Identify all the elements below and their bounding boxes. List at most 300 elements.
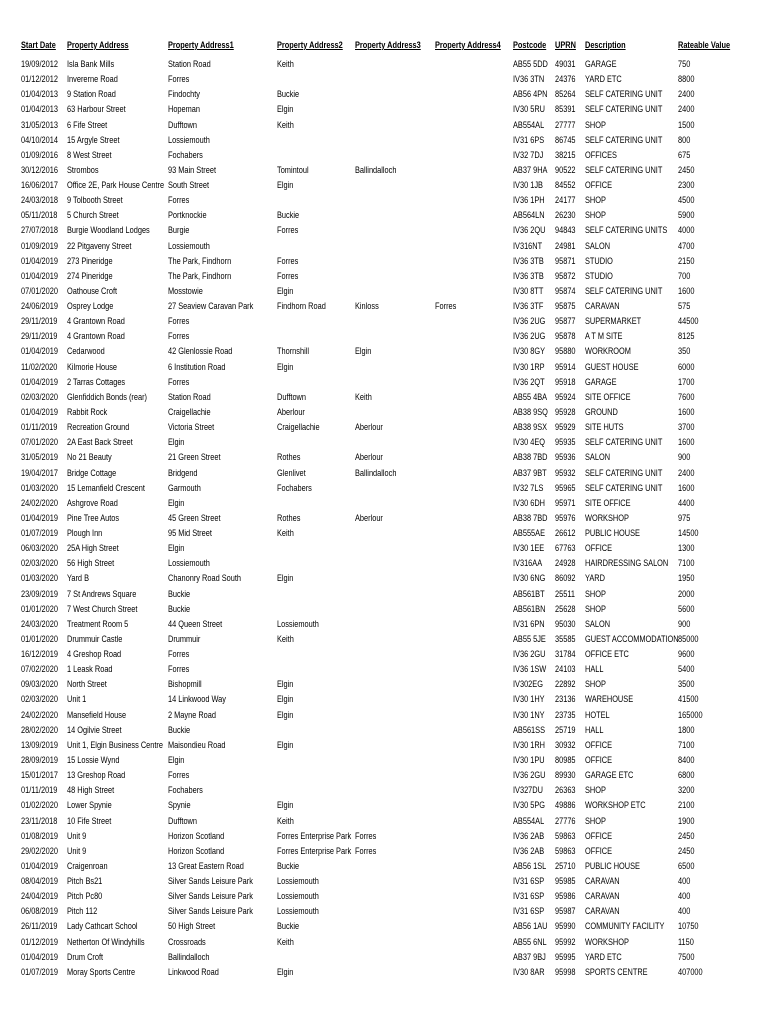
cell-postcode: IV30 8TT (513, 285, 544, 296)
cell-rateable-value: 2000 (678, 588, 695, 599)
cell-description: SITE OFFICE (585, 391, 631, 402)
cell-start-date: 01/04/2013 (21, 89, 58, 100)
cell-property-address2: Buckie (277, 210, 300, 221)
cell-property-address1: Dufftown (168, 119, 197, 130)
cell-start-date: 30/12/2016 (21, 164, 58, 175)
cell-property-address3: Keith (355, 391, 372, 402)
cell-postcode: IV36 2UG (513, 331, 546, 342)
cell-uprn: 25628 (555, 603, 576, 614)
cell-postcode: IV30 1RP (513, 361, 545, 372)
cell-property-address: 5 Church Street (67, 210, 119, 221)
cell-property-address1: Fochabers (168, 785, 203, 796)
col-header-property-address3: Property Address3 (355, 40, 421, 50)
table-row (0, 421, 770, 436)
cell-property-address: 2 Tarras Cottages (67, 376, 126, 387)
cell-property-address2: Elgin (277, 709, 294, 720)
cell-property-address3: Forres (355, 845, 377, 856)
cell-rateable-value: 975 (678, 512, 691, 523)
cell-uprn: 67763 (555, 543, 576, 554)
cell-property-address1: Forres (168, 770, 190, 781)
table-row (0, 830, 770, 845)
cell-property-address2: Keith (277, 936, 294, 947)
cell-property-address: Plough Inn (67, 528, 103, 539)
cell-property-address1: Forres (168, 331, 190, 342)
table-row (0, 73, 770, 88)
cell-postcode: IV32 7LS (513, 482, 544, 493)
cell-rateable-value: 407000 (678, 966, 703, 977)
cell-property-address1: South Street (168, 180, 210, 191)
cell-property-address2: Forres Enterprise Park (277, 845, 352, 856)
table-row (0, 890, 770, 905)
cell-description: CARAVAN (585, 891, 620, 902)
cell-property-address: Isla Bank Mills (67, 59, 115, 69)
cell-uprn: 59863 (555, 830, 576, 841)
cell-property-address2: Lossiemouth (277, 876, 319, 887)
cell-rateable-value: 2300 (678, 180, 695, 191)
cell-property-address: 14 Ogilvie Street (67, 724, 122, 735)
cell-property-address1: Bishopmill (168, 679, 202, 690)
cell-property-address: No 21 Beauty (67, 452, 112, 463)
cell-rateable-value: 1300 (678, 543, 695, 554)
cell-rateable-value: 2100 (678, 800, 695, 811)
cell-property-address2: Keith (277, 59, 294, 69)
cell-rateable-value: 2400 (678, 104, 695, 115)
cell-uprn: 59863 (555, 845, 576, 856)
cell-postcode: IV30 1EE (513, 543, 545, 554)
cell-property-address3: Kinloss (355, 301, 379, 312)
cell-postcode: AB561BN (513, 603, 546, 614)
cell-rateable-value: 675 (678, 149, 691, 160)
table-row (0, 467, 770, 482)
cell-start-date: 01/12/2012 (21, 74, 58, 85)
cell-uprn: 25511 (555, 588, 575, 599)
cell-property-address2: Elgin (277, 800, 294, 811)
cell-description: COMMUNITY FACILITY (585, 921, 665, 932)
cell-postcode: IV30 6DH (513, 497, 546, 508)
table-row (0, 588, 770, 603)
cell-rateable-value: 2450 (678, 845, 695, 856)
cell-property-address: Pitch Pc80 (67, 891, 103, 902)
cell-property-address: Invererne Road (67, 74, 118, 85)
table-row (0, 119, 770, 134)
cell-property-address: North Street (67, 679, 107, 690)
cell-postcode: IV36 3TB (513, 255, 544, 266)
cell-description: SITE OFFICE (585, 497, 631, 508)
cell-description: OFFICE (585, 754, 613, 765)
cell-postcode: IV36 1SW (513, 664, 547, 675)
cell-start-date: 01/11/2019 (21, 785, 58, 796)
cell-description: SHOP (585, 815, 606, 826)
cell-property-address: Drum Croft (67, 951, 104, 962)
cell-property-address2: Lossiemouth (277, 891, 319, 902)
cell-rateable-value: 6500 (678, 860, 695, 871)
cell-property-address: 274 Pineridge (67, 270, 113, 281)
cell-uprn: 95918 (555, 376, 576, 387)
cell-uprn: 95998 (555, 966, 576, 977)
table-row (0, 724, 770, 739)
cell-property-address2: Dufftown (277, 391, 306, 402)
cell-description: SELF CATERING UNIT (585, 437, 663, 448)
cell-uprn: 95992 (555, 936, 576, 947)
cell-description: HAIRDRESSING SALON (585, 558, 669, 569)
table-row (0, 149, 770, 164)
cell-description: SHOP (585, 588, 606, 599)
table-row (0, 709, 770, 724)
cell-property-address: Unit 9 (67, 830, 87, 841)
col-header-property-address1: Property Address1 (168, 40, 234, 50)
cell-postcode: AB55 6NL (513, 936, 547, 947)
table-row (0, 603, 770, 618)
cell-rateable-value: 7600 (678, 391, 695, 402)
cell-rateable-value: 14500 (678, 528, 699, 539)
cell-postcode: IV36 2QU (513, 225, 546, 236)
cell-description: SALON (585, 618, 611, 629)
cell-rateable-value: 900 (678, 452, 691, 463)
cell-property-address: Lower Spynie (67, 800, 112, 811)
cell-property-address1: Ballindalloch (168, 951, 210, 962)
cell-property-address1: Hopeman (168, 104, 201, 115)
cell-start-date: 08/04/2019 (21, 876, 58, 887)
cell-start-date: 01/08/2019 (21, 830, 58, 841)
cell-uprn: 31784 (555, 649, 576, 660)
table-row (0, 572, 770, 587)
table-row (0, 754, 770, 769)
cell-rateable-value: 8125 (678, 331, 695, 342)
cell-postcode: AB37 9BJ (513, 951, 546, 962)
cell-description: PUBLIC HOUSE (585, 528, 640, 539)
cell-property-address: Pine Tree Autos (67, 512, 120, 523)
cell-postcode: AB561SS (513, 724, 546, 735)
table-row (0, 648, 770, 663)
cell-rateable-value: 4500 (678, 195, 695, 206)
cell-property-address3: Aberlour (355, 452, 383, 463)
cell-property-address: Osprey Lodge (67, 301, 114, 312)
cell-uprn: 25710 (555, 860, 576, 871)
cell-rateable-value: 3700 (678, 422, 695, 433)
cell-property-address1: Linkwood Road (168, 966, 219, 977)
cell-postcode: AB554AL (513, 119, 545, 130)
cell-postcode: IV36 2GU (513, 649, 546, 660)
table-row (0, 784, 770, 799)
cell-property-address: 63 Harbour Street (67, 104, 126, 115)
cell-property-address2: Forres Enterprise Park (277, 830, 352, 841)
cell-rateable-value: 6800 (678, 770, 695, 781)
cell-property-address1: Silver Sands Leisure Park (168, 891, 253, 902)
cell-property-address2: Elgin (277, 180, 294, 191)
cell-start-date: 02/03/2020 (21, 558, 58, 569)
cell-rateable-value: 2150 (678, 255, 695, 266)
cell-property-address2: Keith (277, 815, 294, 826)
cell-property-address: 15 Argyle Street (67, 134, 120, 145)
cell-description: SHOP (585, 195, 606, 206)
cell-property-address1: 21 Green Street (168, 452, 221, 463)
cell-description: SHOP (585, 119, 606, 130)
cell-property-address2: Fochabers (277, 482, 312, 493)
cell-description: YARD ETC (585, 951, 622, 962)
cell-property-address2: Buckie (277, 921, 300, 932)
cell-property-address2: Forres (277, 270, 299, 281)
cell-start-date: 31/05/2019 (21, 452, 58, 463)
cell-property-address: Craigenroan (67, 860, 108, 871)
cell-description: WORKSHOP ETC (585, 800, 646, 811)
table-row (0, 361, 770, 376)
cell-rateable-value: 5600 (678, 603, 695, 614)
table-row (0, 512, 770, 527)
cell-uprn: 95985 (555, 876, 576, 887)
cell-postcode: AB55 5JE (513, 633, 546, 644)
cell-description: GARAGE ETC (585, 770, 634, 781)
cell-property-address: 7 St Andrews Square (67, 588, 137, 599)
cell-description: SUPERMARKET (585, 316, 642, 327)
table-row (0, 315, 770, 330)
cell-rateable-value: 1500 (678, 119, 695, 130)
table-row (0, 285, 770, 300)
cell-uprn: 95932 (555, 467, 576, 478)
cell-uprn: 95878 (555, 331, 576, 342)
cell-postcode: IV31 6SP (513, 876, 545, 887)
cell-property-address: 56 High Street (67, 558, 115, 569)
cell-property-address: Unit 1, Elgin Business Centre (67, 739, 163, 750)
cell-property-address2: Keith (277, 119, 294, 130)
cell-start-date: 31/05/2013 (21, 119, 58, 130)
cell-postcode: AB55 5DD (513, 59, 548, 69)
cell-property-address: Netherton Of Windyhills (67, 936, 145, 947)
cell-start-date: 11/02/2020 (21, 361, 58, 372)
cell-uprn: 95986 (555, 891, 576, 902)
cell-rateable-value: 1600 (678, 482, 695, 493)
cell-uprn: 90522 (555, 164, 576, 175)
cell-rateable-value: 350 (678, 346, 691, 357)
cell-description: OFFICE (585, 543, 613, 554)
cell-rateable-value: 7100 (678, 739, 695, 750)
cell-postcode: IV327DU (513, 785, 543, 796)
cell-start-date: 01/04/2019 (21, 512, 58, 523)
cell-property-address3: Aberlour (355, 512, 383, 523)
cell-rateable-value: 5400 (678, 664, 695, 675)
cell-rateable-value: 1600 (678, 437, 695, 448)
cell-property-address2: Rothes (277, 452, 301, 463)
cell-description: WORKSHOP (585, 936, 629, 947)
cell-postcode: IV30 1RH (513, 739, 546, 750)
table-row (0, 482, 770, 497)
cell-property-address1: Portknockie (168, 210, 207, 221)
cell-uprn: 95871 (555, 255, 576, 266)
cell-uprn: 26363 (555, 785, 576, 796)
cell-start-date: 24/02/2020 (21, 497, 58, 508)
cell-property-address1: Findochty (168, 89, 201, 100)
cell-property-address: 273 Pineridge (67, 255, 113, 266)
cell-start-date: 01/07/2019 (21, 528, 58, 539)
cell-property-address: 7 West Church Street (67, 603, 138, 614)
cell-postcode: IV36 2QT (513, 376, 545, 387)
cell-start-date: 01/04/2013 (21, 104, 58, 115)
cell-start-date: 01/01/2020 (21, 633, 58, 644)
cell-property-address: Lady Cathcart School (67, 921, 138, 932)
cell-property-address1: 14 Linkwood Way (168, 694, 226, 705)
cell-rateable-value: 1900 (678, 815, 695, 826)
cell-description: HALL (585, 664, 604, 675)
cell-property-address3: Ballindalloch (355, 467, 397, 478)
col-header-property-address2: Property Address2 (277, 40, 343, 50)
cell-description: CARAVAN (585, 906, 620, 917)
cell-description: A T M SITE (585, 331, 623, 342)
cell-rateable-value: 1800 (678, 724, 695, 735)
cell-property-address2: Elgin (277, 694, 294, 705)
cell-property-address1: Silver Sands Leisure Park (168, 876, 253, 887)
cell-rateable-value: 44500 (678, 316, 699, 327)
cell-property-address1: Crossroads (168, 936, 206, 947)
cell-property-address2: Keith (277, 528, 294, 539)
cell-start-date: 19/09/2012 (21, 59, 58, 69)
cell-property-address: Recreation Ground (67, 422, 130, 433)
cell-uprn: 86745 (555, 134, 576, 145)
cell-property-address1: Forres (168, 649, 190, 660)
cell-property-address1: 6 Institution Road (168, 361, 226, 372)
cell-property-address2: Elgin (277, 361, 294, 372)
cell-property-address1: Maisondieu Road (168, 739, 226, 750)
cell-property-address2: Elgin (277, 966, 294, 977)
cell-property-address: 1 Leask Road (67, 664, 113, 675)
cell-postcode: IV36 2GU (513, 770, 546, 781)
cell-postcode: IV31 6SP (513, 891, 545, 902)
cell-start-date: 26/11/2019 (21, 921, 58, 932)
cell-uprn: 24376 (555, 74, 576, 85)
cell-rateable-value: 3500 (678, 679, 695, 690)
cell-start-date: 29/11/2019 (21, 331, 58, 342)
cell-description: OFFICE ETC (585, 649, 629, 660)
cell-start-date: 01/09/2016 (21, 149, 58, 160)
table-row (0, 936, 770, 951)
cell-property-address2: Craigellachie (277, 422, 320, 433)
cell-start-date: 23/11/2018 (21, 815, 58, 826)
cell-rateable-value: 575 (678, 301, 691, 312)
table-row (0, 103, 770, 118)
table-row (0, 436, 770, 451)
table-row (0, 391, 770, 406)
cell-postcode: IV30 1NY (513, 709, 545, 720)
cell-property-address: Mansefield House (67, 709, 127, 720)
cell-property-address2: Elgin (277, 573, 294, 584)
cell-postcode: IV30 8GY (513, 346, 546, 357)
table-row (0, 164, 770, 179)
cell-postcode: IV36 3TF (513, 301, 544, 312)
cell-property-address1: 95 Mid Street (168, 528, 212, 539)
cell-property-address3: Ballindalloch (355, 164, 397, 175)
cell-start-date: 23/09/2019 (21, 588, 58, 599)
cell-description: GARAGE (585, 59, 617, 69)
cell-uprn: 27777 (555, 119, 576, 130)
cell-rateable-value: 5900 (678, 210, 695, 221)
cell-property-address1: Garmouth (168, 482, 201, 493)
table-row (0, 678, 770, 693)
cell-uprn: 95995 (555, 951, 576, 962)
cell-start-date: 01/12/2019 (21, 936, 58, 947)
cell-property-address2: Findhorn Road (277, 301, 326, 312)
col-header-uprn: UPRN (555, 40, 576, 50)
cell-description: SHOP (585, 603, 606, 614)
cell-rateable-value: 8400 (678, 754, 695, 765)
cell-start-date: 01/07/2019 (21, 966, 58, 977)
cell-start-date: 24/04/2019 (21, 891, 58, 902)
cell-rateable-value: 2400 (678, 89, 695, 100)
table-row (0, 345, 770, 360)
cell-start-date: 24/03/2020 (21, 618, 58, 629)
cell-uprn: 26612 (555, 528, 576, 539)
cell-property-address1: Victoria Street (168, 422, 215, 433)
cell-property-address1: Craigellachie (168, 406, 211, 417)
cell-uprn: 80985 (555, 754, 576, 765)
cell-property-address: 8 West Street (67, 149, 112, 160)
cell-start-date: 15/01/2017 (21, 770, 58, 781)
cell-postcode: AB37 9HA (513, 164, 548, 175)
cell-start-date: 02/03/2020 (21, 391, 58, 402)
cell-property-address3: Elgin (355, 346, 372, 357)
cell-uprn: 23136 (555, 694, 576, 705)
table-row (0, 240, 770, 255)
cell-rateable-value: 4000 (678, 225, 695, 236)
cell-postcode: AB38 9SX (513, 422, 548, 433)
cell-property-address: Office 2E, Park House Centre (67, 180, 165, 191)
cell-description: WAREHOUSE (585, 694, 634, 705)
cell-rateable-value: 10750 (678, 921, 699, 932)
table-row (0, 542, 770, 557)
cell-property-address1: Forres (168, 376, 190, 387)
cell-property-address: Ashgrove Road (67, 497, 118, 508)
cell-postcode: AB38 7BD (513, 512, 548, 523)
cell-description: OFFICES (585, 149, 617, 160)
col-header-start-date: Start Date (21, 40, 56, 50)
cell-property-address1: 93 Main Street (168, 164, 216, 175)
table-row (0, 300, 770, 315)
cell-uprn: 95965 (555, 482, 576, 493)
cell-start-date: 07/01/2020 (21, 437, 58, 448)
cell-property-address: 25A High Street (67, 543, 119, 554)
cell-description: WORKSHOP (585, 512, 629, 523)
cell-property-address2: Forres (277, 225, 299, 236)
cell-property-address: Oathouse Croft (67, 285, 118, 296)
cell-start-date: 29/11/2019 (21, 316, 58, 327)
cell-property-address: Yard B (67, 573, 90, 584)
cell-property-address1: The Park, Findhorn (168, 270, 232, 281)
table-row (0, 875, 770, 890)
cell-rateable-value: 900 (678, 618, 691, 629)
cell-uprn: 95030 (555, 618, 576, 629)
cell-uprn: 49886 (555, 800, 576, 811)
table-row (0, 376, 770, 391)
cell-rateable-value: 3200 (678, 785, 695, 796)
cell-rateable-value: 4400 (678, 497, 695, 508)
cell-postcode: IV31 6SP (513, 906, 545, 917)
table-row (0, 209, 770, 224)
cell-property-address: 13 Greshop Road (67, 770, 126, 781)
cell-description: SITE HUTS (585, 422, 624, 433)
cell-rateable-value: 1600 (678, 406, 695, 417)
cell-description: SALON (585, 452, 611, 463)
cell-rateable-value: 2400 (678, 467, 695, 478)
cell-postcode: IV316NT (513, 240, 543, 251)
col-header-description: Description (585, 40, 626, 50)
cell-property-address1: Station Road (168, 391, 211, 402)
cell-property-address2: Elgin (277, 739, 294, 750)
cell-property-address1: Buckie (168, 724, 191, 735)
cell-start-date: 01/11/2019 (21, 422, 58, 433)
cell-property-address: 15 Lossie Wynd (67, 754, 120, 765)
cell-property-address: 2A East Back Street (67, 437, 133, 448)
cell-rateable-value: 400 (678, 891, 691, 902)
cell-property-address1: 50 High Street (168, 921, 216, 932)
cell-postcode: IV36 3TN (513, 74, 545, 85)
table-row (0, 860, 770, 875)
